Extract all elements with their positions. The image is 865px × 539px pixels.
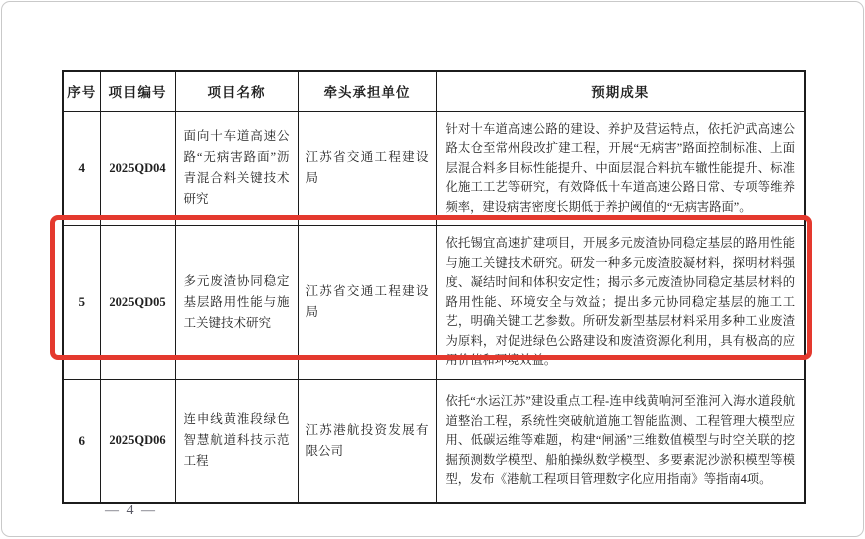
cell-expected-result: 依托“水运江苏”建设重点工程-连申线黄响河至淮河入海水道段航道整治工程，系统性突破航道施工智能监测、工程管理大模型应用、低碳运维等难题，构建“闸涵”三维数值模型与时空关联的挖掘预测数学模型、船舶操纵数学模型、多要素泥沙淤积模型等模型，发布《港航工程项目管理数字化应用指南》等指南4项。 — [436, 379, 805, 503]
cell-project-code: 2025QD06 — [100, 379, 175, 503]
cell-no: 5 — [63, 226, 100, 380]
table-row-project-6 — [63, 379, 805, 503]
column-header-result: 预期成果 — [436, 71, 805, 111]
cell-no: 6 — [63, 379, 100, 503]
table-header-row — [63, 71, 805, 111]
projects-table — [62, 70, 806, 504]
document-page — [1, 1, 864, 537]
cell-project-name: 多元废渣协同稳定基层路用性能与施工关键技术研究 — [175, 226, 298, 380]
column-header-no: 序号 — [63, 71, 100, 111]
cell-project-code: 2025QD04 — [100, 111, 175, 226]
column-header-name: 项目名称 — [175, 71, 298, 111]
cell-project-name: 连申线黄淮段绿色智慧航道科技示范工程 — [175, 379, 298, 503]
cell-expected-result: 依托锡宜高速扩建项目，开展多元废渣协同稳定基层的路用性能与施工关键技术研究。研发一种多元废渣胶凝材料，探明材料强度、凝结时间和体积安定性；揭示多元废渣协同稳定基层材料的路用性能、环境安全与效益；提出多元协同稳定基层的施工工艺，明确关键工艺参数。所研发新型基层材料采用多种工业废渣为原料，对促进绿色公路建设和废渣资源化利用，具有极高的应用价值和环境效益。 — [436, 226, 805, 380]
cell-no: 4 — [63, 111, 100, 226]
cell-project-name: 面向十车道高速公路“无病害路面”沥青混合料关键技术研究 — [175, 111, 298, 226]
cell-lead-unit: 江苏港航投资发展有限公司 — [298, 379, 436, 503]
table-row-project-5 — [63, 226, 805, 380]
column-header-unit: 牵头承担单位 — [298, 71, 436, 111]
table-row-project-4 — [63, 111, 805, 226]
page-number: — 4 — — [105, 503, 157, 518]
cell-lead-unit: 江苏省交通工程建设局 — [298, 111, 436, 226]
cell-project-code: 2025QD05 — [100, 226, 175, 380]
column-header-code: 项目编号 — [100, 71, 175, 111]
cell-lead-unit: 江苏省交通工程建设局 — [298, 226, 436, 380]
cell-expected-result: 针对十车道高速公路的建设、养护及营运特点，依托沪武高速公路太仓至常州段改扩建工程，开展“无病害”路面控制标准、上面层混合料多目标性能提升、中面层混合料抗车辙性能提升、标准化施工工艺等研究，有效降低十车道高速公路日常、专项等维养频率，建设病害密度长期低于养护阈值的“无病害路面”。 — [436, 111, 805, 226]
